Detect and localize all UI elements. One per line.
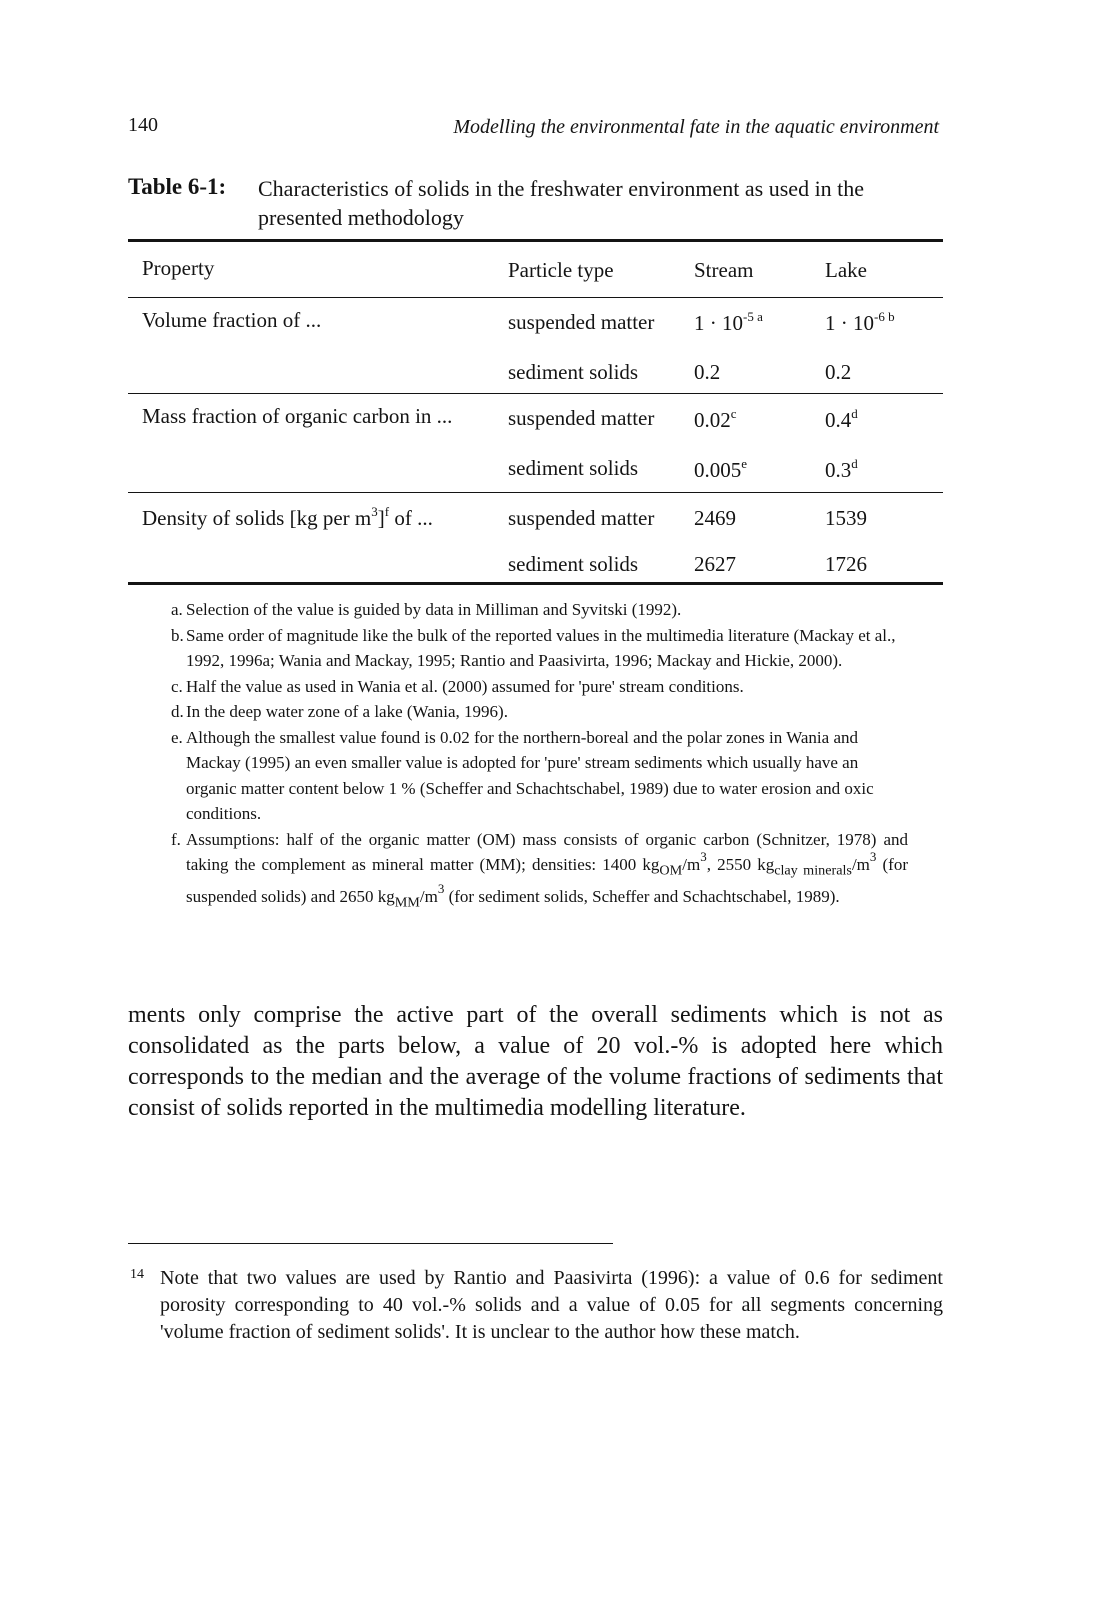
- row-lake-value: 1726: [825, 552, 867, 576]
- table-note: [128, 674, 908, 700]
- running-title: Modelling the environmental fate in the aquatic environment: [453, 116, 939, 138]
- table-note: [128, 725, 908, 827]
- table-notes: [128, 597, 908, 916]
- row-lake-value: $1 \cdot 10^{-6}$ $^b$: [825, 309, 895, 335]
- header-stream: Stream: [694, 258, 754, 282]
- row-particle-type: suspended matter: [508, 506, 655, 530]
- note-marker: d.: [171, 702, 184, 721]
- note-marker: b.: [171, 625, 184, 645]
- footnote-rule: [128, 1243, 613, 1244]
- row-stream-value: $1 \cdot 10^{-5}$ $^a$: [694, 309, 763, 335]
- table-note: [128, 827, 908, 916]
- row-lake-value: 1539: [825, 506, 867, 530]
- table-note: [128, 623, 908, 674]
- row-lake-value: 0.3$^d$: [825, 456, 858, 482]
- row-particle-type: sediment solids: [508, 360, 639, 384]
- footnote-text: Note that two values are used by Rantio and Paasivirta (1996): a value of 0.6 for sediment porosity corresponding to 40 vol.-% solids and a value of 0.05 for all segments concerning 'volume fraction of sediment solids'. It is unclear to the author how these match.: [160, 1267, 943, 1343]
- row-rule: [128, 393, 943, 394]
- row-particle-type: suspended matter: [508, 406, 655, 430]
- row-stream-value: 0.2: [694, 360, 721, 384]
- note-text: Assumptions: half of the organic matter (OM) mass consists of organic carbon (Schnitzer, 1978) and taking the complement as mineral matter (MM); densities: 1400 $kg_{OM}/m^3$, 2550 $kg_{clay minerals}/m^3$ (for suspended solids) and 2650 $kg_{MM}/m^3$ (for sediment solids, Scheffer and Schachtschabel, 1989).: [186, 829, 908, 911]
- table-note: [128, 597, 908, 623]
- row-stream-value: 2627: [694, 552, 736, 576]
- header-rule: [128, 297, 943, 298]
- footnote: [128, 1265, 943, 1346]
- note-marker: f.: [171, 829, 181, 849]
- row-lake-value: 0.4$^d$: [825, 406, 858, 432]
- note-text: Half the value as used in Wania et al. (2000) assumed for 'pure' stream conditions.: [186, 676, 744, 696]
- row-rule: [128, 492, 943, 493]
- table-bottom-rule: [128, 582, 943, 585]
- row-property: Density of solids [kg per $m^3]^f$ of ...: [142, 504, 433, 530]
- row-stream-value: 0.02$^c$: [694, 406, 737, 432]
- row-particle-type: sediment solids: [508, 456, 639, 480]
- table-caption: Characteristics of solids in the freshwater environment as used in the presented methodology: [258, 176, 865, 230]
- table-top-rule: [128, 239, 943, 242]
- row-particle-type: suspended matter: [508, 310, 655, 334]
- note-text: Selection of the value is guided by data in Milliman and Syvitski (1992).: [186, 600, 682, 619]
- header-particle-type: Particle type: [508, 258, 614, 282]
- note-text: Although the smallest value found is 0.02 for the northern-boreal and the polar zones in Wania and Mackay (1995) an even smaller value is adopted for 'pure' stream sediments which usually have an organic matter content below 1 % (Scheffer and Schachtschabel, 1989) due to water erosion and oxic conditions.: [186, 727, 874, 823]
- row-property: Mass fraction of organic carbon in ...: [142, 404, 453, 428]
- page-number: 140: [128, 114, 158, 136]
- header-lake: Lake: [825, 258, 867, 282]
- row-lake-value: 0.2: [825, 360, 852, 384]
- body-paragraph: ments only comprise the active part of the overall sediments which is not as consolidated as the parts below, a value of 20 vol.-% is adopted here which corresponds to the median and the average of the volume fractions of sediments that consist of solids reported in the multimedia modelling literature.: [128, 1002, 943, 1121]
- row-stream-value: 0.005e: [694, 456, 748, 482]
- header-property: Property: [142, 256, 215, 280]
- note-marker: e.: [171, 727, 183, 747]
- row-property: Volume fraction of ...: [142, 308, 322, 332]
- table-label: Table 6-1:: [128, 174, 227, 199]
- footnote-number: 14: [130, 1267, 144, 1282]
- note-text: In the deep water zone of a lake (Wania, 1996).: [186, 702, 508, 721]
- note-marker: c.: [171, 676, 183, 696]
- row-particle-type: sediment solids: [508, 552, 639, 576]
- row-stream-value: 2469: [694, 506, 736, 530]
- table-note: [128, 699, 908, 725]
- note-text: Same order of magnitude like the bulk of the reported values in the multimedia literature (Mackay et al., 1992, 1996a; Wania and Mackay, 1995; Rantio and Paasivirta, 1996; Mackay and Hickie, 2000).: [186, 625, 896, 670]
- note-marker: a.: [171, 600, 183, 619]
